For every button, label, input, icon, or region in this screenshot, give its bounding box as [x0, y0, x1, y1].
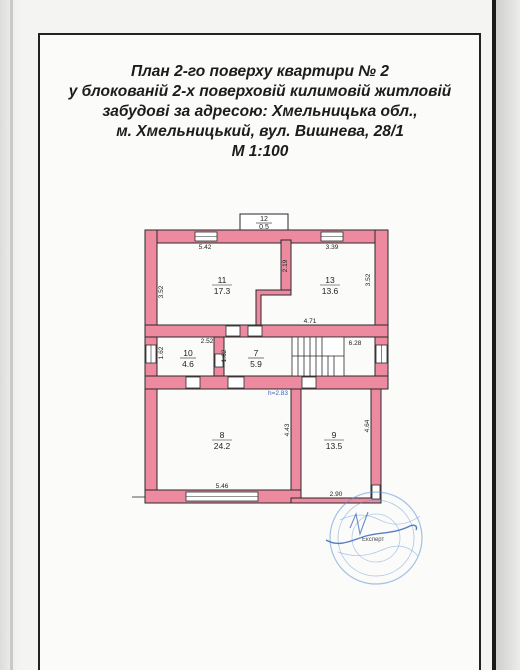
wall-middle-lower	[145, 376, 388, 389]
dim-h-2-83: h=2.83	[267, 390, 289, 397]
room-13-number: 13	[325, 275, 335, 285]
room-9-number: 9	[331, 430, 337, 440]
title-line-4: м. Хмельницький, вул. Вишнева, 28/1	[116, 123, 404, 140]
dim-3-52-right: 3.52	[365, 273, 372, 287]
staircase	[292, 337, 344, 376]
dim-2-90: 2.90	[329, 491, 343, 498]
dim-4-43: 4.43	[284, 423, 291, 437]
wall-bottom-9	[291, 498, 381, 503]
dim-2-19: 2.19	[282, 259, 289, 273]
wall-right-upper	[375, 230, 388, 388]
room-11-area: 17.3	[213, 286, 231, 296]
room-10-area: 4.6	[182, 359, 194, 369]
stamp-text: Експерт	[362, 537, 385, 543]
room-10-number: 10	[183, 348, 193, 358]
title-line-2: у блокованій 2-х поверховій килимовій житловій	[68, 83, 452, 100]
dim-3-52-left: 3.52	[158, 285, 165, 299]
dim-4-71: 4.71	[303, 318, 317, 325]
door-room-8	[228, 377, 244, 388]
wall-11-13-jog	[256, 290, 291, 330]
wall-left	[145, 230, 157, 503]
wall-right-lower	[371, 388, 381, 501]
title-line-3: забудові за адресою: Хмельницька обл.,	[102, 103, 418, 120]
dim-1-62-mid: 1.62	[221, 349, 228, 363]
dim-4-64: 4.64	[364, 419, 371, 433]
dim-5-46: 5.46	[215, 483, 229, 490]
door-room-11	[226, 326, 240, 336]
room-12-number: 12	[260, 216, 268, 223]
room-13-area: 13.6	[321, 286, 339, 296]
room-8-area: 24.2	[213, 441, 231, 451]
dim-1-62-left: 1.62	[158, 346, 165, 360]
wall-8-9	[291, 389, 301, 501]
door-room-7	[248, 326, 262, 336]
door-room-10	[186, 377, 200, 388]
room-7-area: 5.9	[250, 359, 262, 369]
room-9-area: 13.5	[325, 441, 343, 451]
title-line-1: План 2-го поверху квартири № 2	[131, 63, 389, 80]
wall-middle-upper	[145, 325, 388, 337]
room-8-number: 8	[219, 430, 225, 440]
room-11-number: 11	[217, 275, 227, 285]
dim-5-42: 5.42	[198, 244, 212, 251]
dim-6-28: 6.28	[348, 340, 362, 347]
wall-top	[145, 230, 388, 243]
room-7-number: 7	[253, 348, 259, 358]
dim-2-52: 2.52	[200, 338, 214, 345]
room-12-area: 0.5	[259, 224, 269, 231]
title-scale: М 1:100	[231, 143, 289, 160]
door-room-9	[302, 377, 316, 388]
dim-3-39: 3.39	[325, 244, 339, 251]
